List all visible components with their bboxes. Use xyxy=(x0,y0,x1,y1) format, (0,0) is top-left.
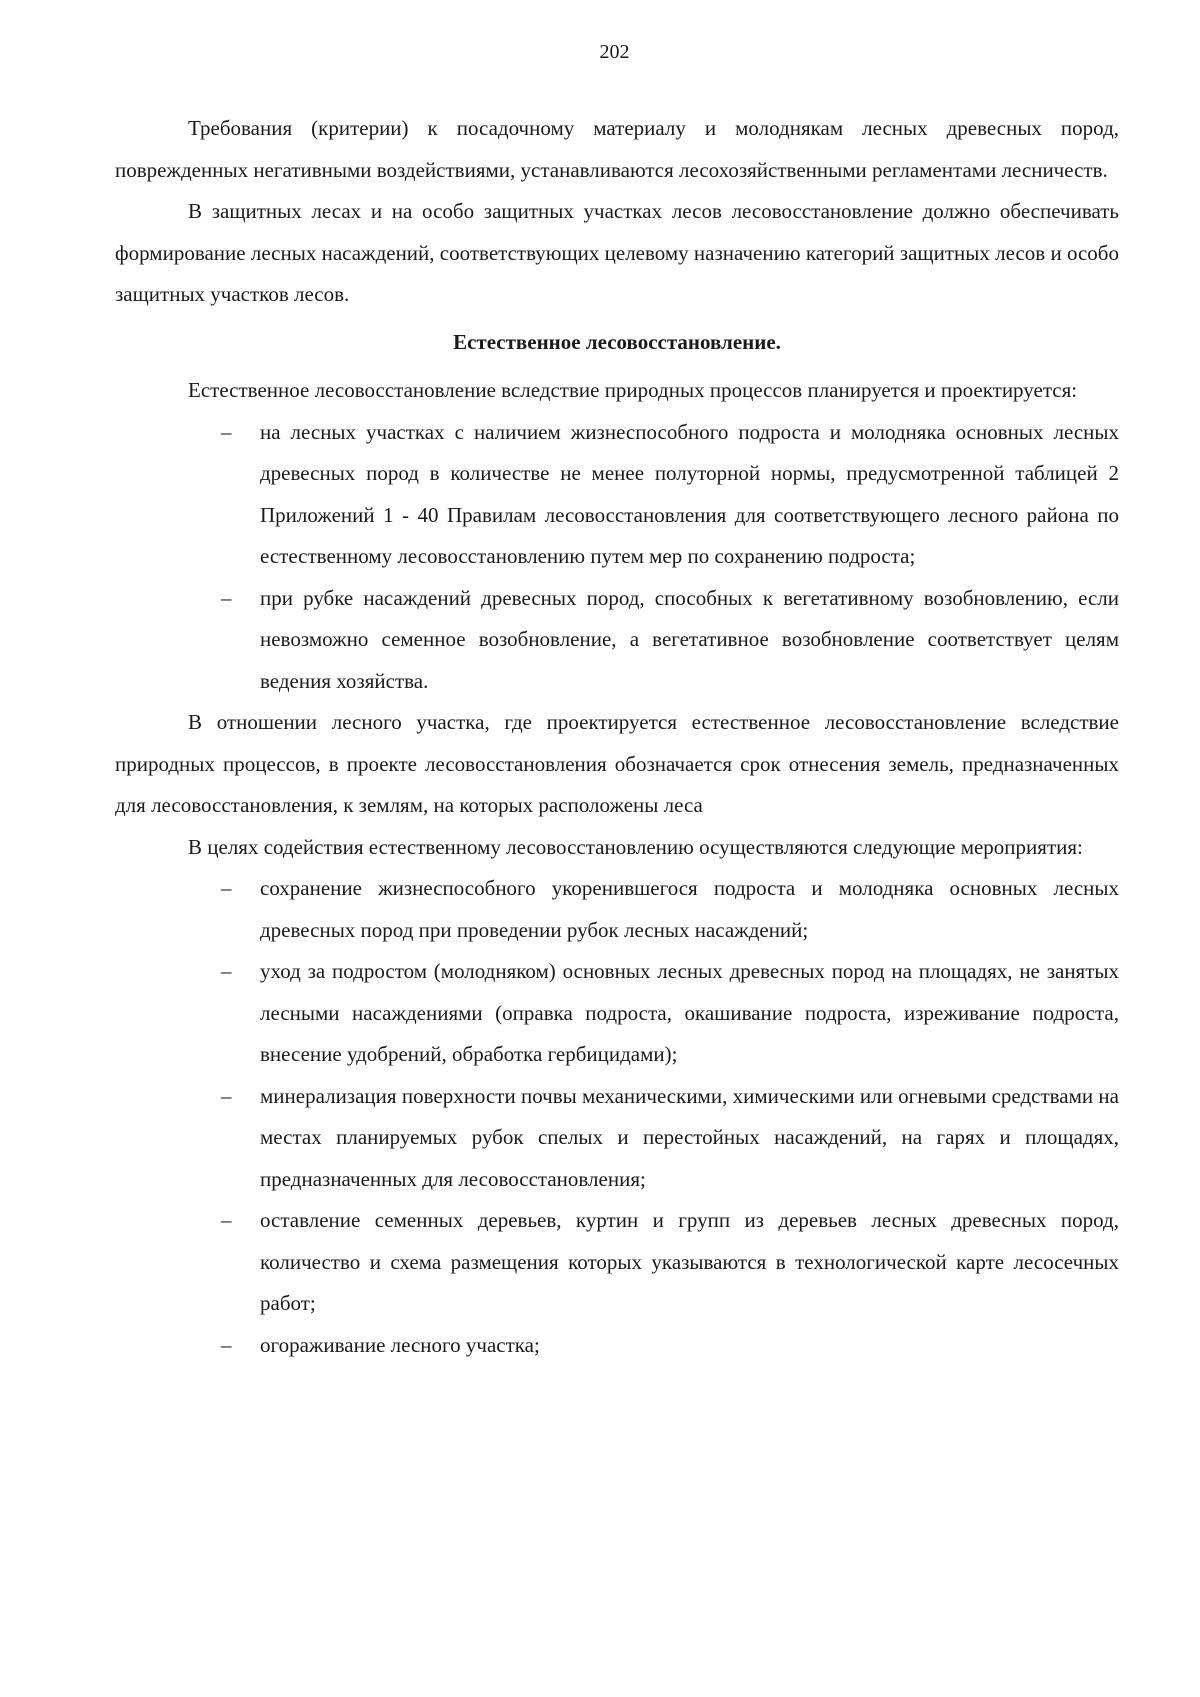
dash-bullet: – xyxy=(221,1083,232,1108)
natural-list xyxy=(115,412,1119,703)
dash-bullet: – xyxy=(221,1208,232,1232)
paragraph-protective-forests: В защитных лесах и на особо защитных участках лесов лесовосстановление должно обеспечивать формирование лесных насаждений, соответствующих целевому назначению категорий защитных лесов и особо защитных участков лесов. xyxy=(115,199,1119,306)
list-item-text: уход за подростом (молодняком) основных лесных древесных пород на площадях, не занятых лесными насаждениями (оправка подроста, окашивание подроста, изреживание подроста, внесение удобрений, обработка гербицидами); xyxy=(260,959,1119,1066)
list-item xyxy=(221,1200,1119,1325)
dash-bullet: – xyxy=(221,959,232,983)
list-item-text: на лесных участках с наличием жизнеспособного подроста и молодняка основных лесных древесных пород в количестве не менее полуторной нормы, предусмотренной таблицей 2 Приложений 1 - 40 Правилам лесовосстановления для соответствующего лесного района по естественному лесовосстановлению путем мер по сохранению подроста; xyxy=(260,419,1119,568)
list-item-text: при рубке насаждений древесных пород, способных к вегетативному возобновлению, если невозможно семенное возобновление, а вегетативное возобновление соответствует целям ведения хозяйства. xyxy=(260,585,1119,693)
section-heading: Естественное лесовосстановление. xyxy=(453,329,781,354)
dash-bullet: – xyxy=(221,876,232,900)
list-item-text: минерализация поверхности почвы механическими, химическими или огневыми средствами на местах планируемых рубок спелых и перестойных насаждений, на гарях и площадях, предназначенных для лесовосстановления; xyxy=(260,1083,1119,1191)
dash-bullet: – xyxy=(221,585,232,610)
dash-bullet: – xyxy=(221,1332,232,1357)
list-item xyxy=(221,1076,1119,1201)
list-item-text: огораживание лесного участка; xyxy=(260,1332,540,1357)
list-item xyxy=(221,951,1119,1076)
assist-list xyxy=(115,868,1119,1366)
page-content xyxy=(115,108,1119,1366)
paragraph-relation: В отношении лесного участка, где проектируется естественное лесовосстановление вследствие природных процессов, в проекте лесовосстановления обозначается срок отнесения земель, предназначенных для лесовосстановления, к землям, на которых расположены леса xyxy=(115,710,1119,817)
paragraph-assist-intro: В целях содействия естественному лесовосстановлению осуществляются следующие мероприятия: xyxy=(188,834,1083,859)
list-item xyxy=(221,412,1119,578)
list-item xyxy=(221,578,1119,703)
list-item-text: сохранение жизнеспособного укоренившегося подроста и молодняка основных лесных древесных пород при проведении рубок лесных насаждений; xyxy=(260,876,1119,942)
page-number: 202 xyxy=(599,41,630,63)
paragraph-natural-intro: Естественное лесовосстановление вследствие природных процессов планируется и проектируется: xyxy=(188,378,1078,402)
dash-bullet: – xyxy=(221,419,232,444)
paragraph-requirements: Требования (критерии) к посадочному материалу и молоднякам лесных древесных пород, поврежденных негативными воздействиями, устанавливаются лесохозяйственными регламентами лесничеств. xyxy=(115,116,1119,182)
list-item xyxy=(221,868,1119,951)
list-item-text: оставление семенных деревьев, куртин и групп из деревьев лесных древесных пород, количество и схема размещения которых указываются в технологической карте лесосечных работ; xyxy=(260,1208,1119,1315)
list-item xyxy=(221,1325,1119,1367)
